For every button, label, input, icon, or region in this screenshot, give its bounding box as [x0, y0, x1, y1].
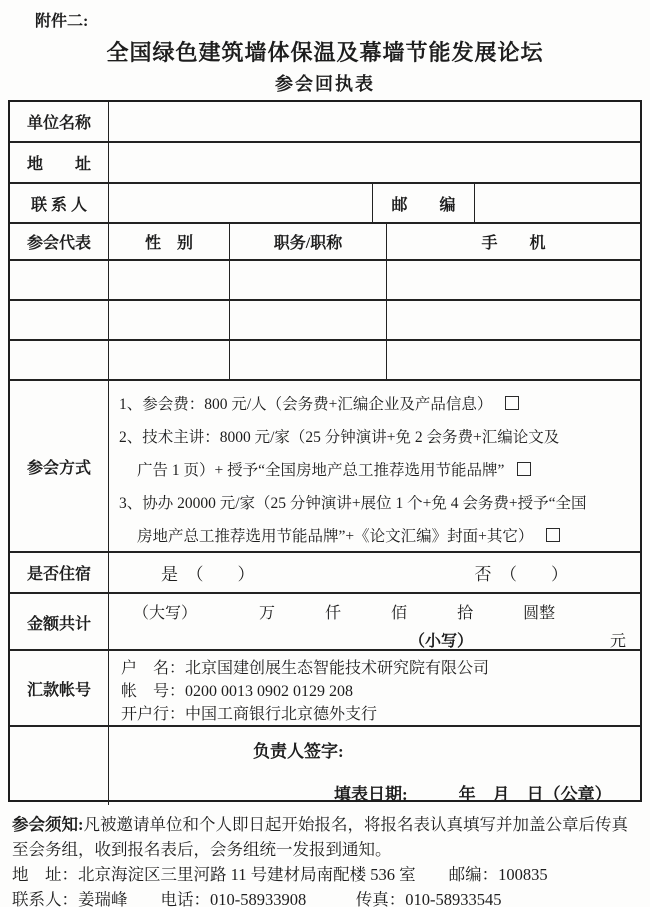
page-subtitle: 参会回执表	[275, 74, 375, 94]
amount-figures-label: （小写）	[409, 633, 474, 650]
delegate-row-2	[10, 301, 640, 341]
participation-option-3-text-1: 3、协办 20000 元/家（25 分钟演讲+展位 1 个+免 4 会务费+授予“全国	[119, 494, 587, 512]
participation-option-3-checkbox[interactable]	[546, 528, 560, 542]
participation-option-2-text-1: 2、技术主讲：8000 元/家（25 分钟演讲+免 2 会务费+汇编论文及	[119, 428, 560, 446]
row-delegates-header	[10, 224, 640, 261]
delegate-2-title-input[interactable]	[230, 301, 387, 339]
delegate-row-1	[10, 261, 640, 301]
participation-option-2-text-2: 广告 1 页）+ 授予“全国房地产总工推荐选用节能品牌”	[137, 461, 505, 479]
participation-option-2-checkbox[interactable]	[517, 462, 531, 476]
notice-text: 凡被邀请单位和个人即日起开始报名，将报名表认真填写并加盖公章后传真至会务组，收到报名表后，会务组统一发报到通知。	[12, 815, 628, 859]
amount-unit-bai[interactable]: 佰	[391, 605, 408, 622]
fill-date-label[interactable]: 填表日期: 年 月 日（公章）	[334, 785, 612, 804]
row-unit-name	[10, 102, 640, 143]
amount-words-line	[109, 600, 640, 623]
participation-option-3-line-1	[119, 485, 640, 518]
amount-yuan-suffix: 元	[609, 633, 626, 650]
accommodation-options	[109, 553, 640, 592]
participation-options	[109, 381, 640, 551]
delegate-1-title-input[interactable]	[230, 261, 387, 299]
unit-name-label: 单位名称	[10, 102, 109, 141]
row-signature	[10, 727, 640, 804]
delegate-1-mobile-input[interactable]	[387, 261, 640, 299]
amount-unit-qian[interactable]: 仟	[325, 605, 342, 622]
remittance-account-number: 帐 号：0200 0013 0902 0129 208	[121, 683, 354, 700]
signature-label-cell-empty	[10, 727, 109, 805]
delegate-3-name-input[interactable]	[10, 341, 109, 379]
participation-option-3-text-2: 房地产总工推荐选用节能品牌”+《论文汇编》封面+其它）	[137, 527, 534, 545]
accommodation-label: 是否住宿	[10, 553, 109, 592]
participation-option-1-checkbox[interactable]	[505, 396, 519, 410]
unit-name-input[interactable]	[109, 102, 640, 141]
address-label: 地 址	[10, 143, 109, 182]
row-total-amount	[10, 594, 640, 651]
delegate-1-name-input[interactable]	[10, 261, 109, 299]
amount-unit-yuanzheng: 圆整	[523, 605, 556, 622]
accommodation-yes-option[interactable]: 是 （ ）	[161, 565, 255, 584]
participation-option-1	[119, 386, 640, 419]
organizer-address-line: 地 址：北京海淀区三里河路 11 号建材局南配楼 536 室 邮编：100835	[12, 865, 548, 884]
page-title: 全国绿色建筑墙体保温及幕墙节能发展论坛	[106, 40, 544, 65]
column-title: 职务/职称	[230, 224, 387, 259]
footer-notes	[12, 812, 638, 907]
amount-words-label: （大写）	[133, 605, 198, 622]
participation-option-2-line-2	[119, 452, 640, 485]
participation-option-1-text: 1、参会费：800 元/人（会务费+汇编企业及产品信息）	[119, 395, 493, 413]
reply-form-table	[8, 100, 642, 802]
total-amount-label: 金额共计	[10, 594, 109, 651]
participation-label: 参会方式	[10, 381, 109, 551]
remittance-account-name: 户 名：北京国建创展生态智能技术研究院有限公司	[121, 660, 490, 677]
row-accommodation	[10, 553, 640, 594]
amount-unit-wan[interactable]: 万	[259, 605, 276, 622]
remittance-details	[109, 651, 640, 726]
contact-input[interactable]	[109, 184, 373, 222]
row-remittance	[10, 651, 640, 727]
delegate-2-name-input[interactable]	[10, 301, 109, 339]
row-participation	[10, 381, 640, 553]
organizer-contact-line: 联系人：姜瑞峰 电话：010-58933908 传真：010-58933545	[12, 890, 502, 907]
postcode-input[interactable]	[475, 184, 640, 222]
responsible-signature-label[interactable]: 负责人签字:	[253, 742, 344, 761]
address-input[interactable]	[109, 143, 640, 182]
delegate-3-gender-input[interactable]	[109, 341, 230, 379]
remittance-bank: 开户行：中国工商银行北京德外支行	[121, 706, 378, 723]
delegate-row-3	[10, 341, 640, 381]
signature-fields	[109, 727, 640, 805]
delegate-2-mobile-input[interactable]	[387, 301, 640, 339]
column-mobile: 手 机	[481, 235, 546, 252]
delegate-1-gender-input[interactable]	[109, 261, 230, 299]
attachment-label: 附件二:	[35, 13, 89, 30]
notice-paragraph	[12, 812, 638, 862]
contact-label: 联 系 人	[10, 184, 109, 222]
amount-unit-shi[interactable]: 拾	[457, 605, 474, 622]
amount-figures-line	[109, 628, 640, 651]
column-gender: 性 别	[109, 224, 230, 259]
total-amount-fields	[109, 594, 640, 651]
row-contact	[10, 184, 640, 224]
delegate-3-mobile-input[interactable]	[387, 341, 640, 379]
remittance-label: 汇款帐号	[10, 651, 109, 726]
delegate-3-title-input[interactable]	[230, 341, 387, 379]
participation-option-3-line-2	[119, 518, 640, 551]
notice-label: 参会须知:	[12, 815, 84, 834]
delegate-2-gender-input[interactable]	[109, 301, 230, 339]
participation-option-2-line-1	[119, 419, 640, 452]
delegates-label: 参会代表	[10, 224, 109, 259]
accommodation-no-option[interactable]: 否 （ ）	[474, 565, 568, 584]
row-address	[10, 143, 640, 184]
postcode-label: 邮 编	[372, 184, 475, 222]
